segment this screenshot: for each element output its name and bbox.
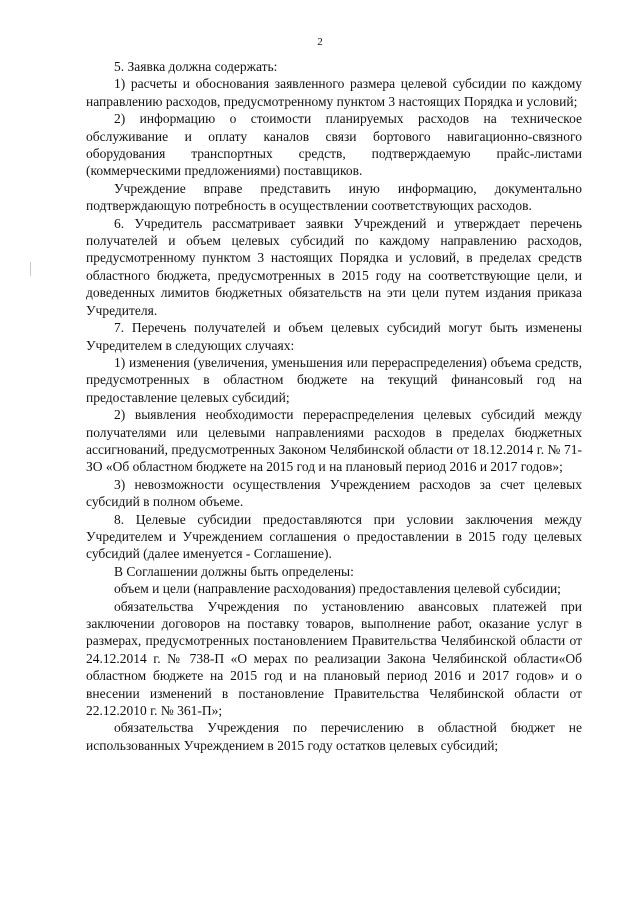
agreement-heading: В Соглашении должны быть определены: <box>114 563 354 579</box>
paragraph-5-item-2: 2) информацию о стоимости планируемых расходов на техническое обслуживание и оплату каналов связи бортового навигационно-связного оборудования транспортных средств, подтверждаемую прайс-листами (коммерческими предложениями) поставщиков. <box>86 111 582 179</box>
agreement-item-advance-payments: обязательства Учреждения по установлению авансовых платежей при заключении договоров на поставку товаров, выполнение работ, оказание услуг в размерах, предусмотренных постановлением Правительства Челябинской области от 24.12.2014 г. № 738-П «О мерах по реализации Закона Челябинской области«Об областном бюджете на 2015 год и на плановый период 2016 и 2017 годов» и о внесении изменений в постановление Правительства Челябинской области от 22.12.2010 г. № 361-П»; <box>86 598 582 719</box>
paragraph-7-item-1: 1) изменения (увеличения, уменьшения или перераспределения) объема средств, предусмотренных в областном бюджете на текущий финансовый год на предоставление целевых субсидий; <box>86 354 582 405</box>
paragraph-7-heading: 7. Перечень получателей и объем целевых субсидий могут быть изменены Учредителем в следующих случаях: <box>86 320 582 353</box>
paragraph-5-item-1: 1) расчеты и обоснования заявленного размера целевой субсидии по каждому направлению расходов, предусмотренному пунктом 3 настоящих Порядка и условий; <box>86 76 582 109</box>
agreement-item-return-balances: обязательства Учреждения по перечислению в областной бюджет не использованных Учреждением в 2015 году остатков целевых субсидий; <box>86 720 582 753</box>
agreement-item-volume: объем и цели (направление расходования) предоставления целевой субсидии; <box>114 581 561 597</box>
paragraph-7-item-2: 2) выявления необходимости перераспределения целевых субсидий между получателями или целевыми направлениями расходов в пределах бюджетных ассигнований, предусмотренных Законом Челябинской области от 18.12.2014 г. № 71-ЗО «Об областном бюджете на 2015 год и на плановый период 2016 и 2017 годов»; <box>86 407 582 475</box>
paragraph-5-note: Учреждение вправе представить иную информацию, документально подтверждающую потребность в осуществлении соответствующих расходов. <box>86 180 582 214</box>
paragraph-6: 6. Учредитель рассматривает заявки Учреждений и утверждает перечень получателей и объем целевых субсидий по каждому направлению расходов, предусмотренному пунктом 3 настоящих Порядка и условий, в пределах средств областного бюджета, предусмотренных в 2015 году на соответствующие цели, и доведенных лимитов бюджетных обязательств на эти цели путем издания приказа Учредителя. <box>86 215 582 318</box>
paragraph-7-item-3: 3) невозможности осуществления Учреждением расходов за счет целевых субсидий в полном объеме. <box>86 476 582 510</box>
margin-mark <box>30 262 31 276</box>
paragraph-5-heading: 5. Заявка должна содержать: <box>114 59 278 74</box>
document-body <box>86 58 582 754</box>
page-number: 2 <box>317 36 323 48</box>
paragraph-8: 8. Целевые субсидии предоставляются при условии заключения между Учредителем и Учреждением соглашения о предоставлении в 2015 году целевых субсидий (далее именуется - Соглашение). <box>86 511 582 562</box>
